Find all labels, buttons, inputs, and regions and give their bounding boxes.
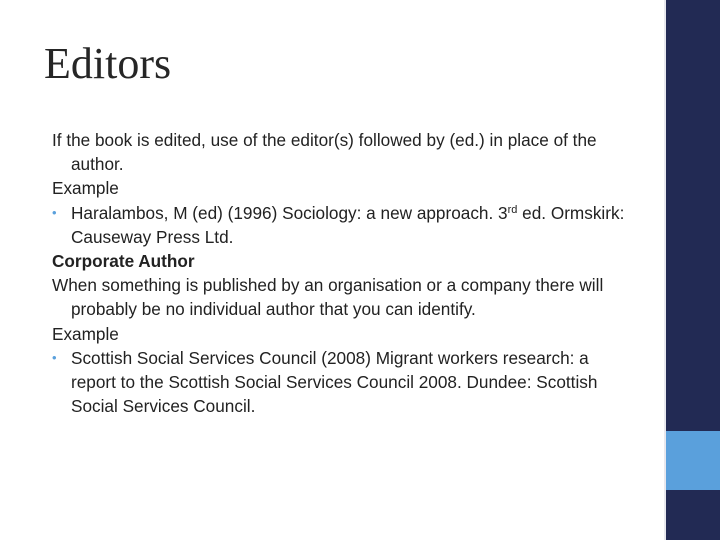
bullet-item-haralambos bbox=[52, 201, 632, 249]
bullet-text-haralambos-a: Haralambos, M (ed) (1996) Sociology: a new approach. 3 bbox=[71, 202, 508, 223]
slide-body bbox=[52, 128, 632, 418]
paragraph-edited-rule: If the book is edited, use of the editor(s) followed by (ed.) in place of the author. bbox=[52, 130, 597, 175]
slide-title: Editors bbox=[44, 39, 172, 88]
bullet-text-haralambos-b: ed. Ormskirk: Causeway Press Ltd. bbox=[71, 202, 625, 247]
paragraph-example-1: Example bbox=[52, 178, 119, 199]
heading-corporate-author: Corporate Author bbox=[52, 251, 195, 272]
paragraph-example-2: Example bbox=[52, 323, 119, 344]
paragraph-corporate-rule: When something is published by an organisation or a company there will probably be no individual author that you can identify. bbox=[52, 275, 604, 320]
bullet-dot-icon: • bbox=[52, 204, 57, 220]
accent-block bbox=[666, 431, 720, 490]
bullet-item-sssc bbox=[52, 346, 632, 419]
bullet-dot-icon: • bbox=[52, 349, 57, 365]
ordinal-suffix: rd bbox=[507, 203, 518, 216]
bullet-text-sssc: Scottish Social Services Council (2008) Migrant workers research: a report to the Scottish Social Services Council 2008. Dundee: Scottish Social Services Council. bbox=[71, 347, 598, 417]
